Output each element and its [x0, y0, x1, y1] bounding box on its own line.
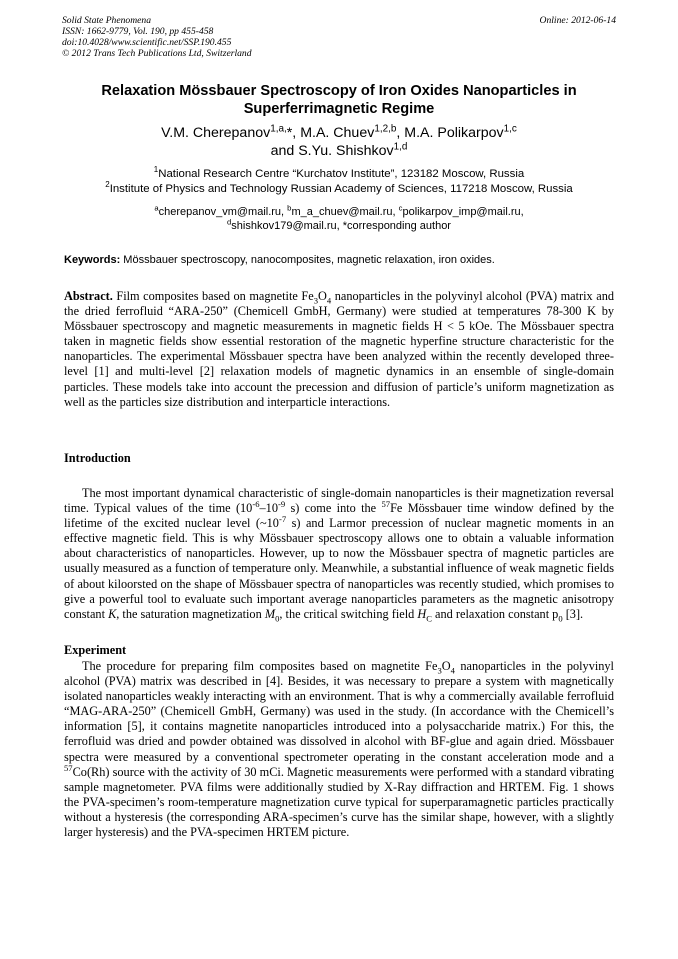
superscript: 57 — [381, 499, 391, 509]
email-sup: b — [287, 203, 292, 213]
intro-text: , the critical switching field — [279, 606, 418, 621]
paper-title: Relaxation Mössbauer Spectroscopy of Iron Oxides Nanoparticles in Superferrimagnetic Regime — [101, 83, 577, 117]
affiliation-1 — [40, 167, 638, 182]
author-sup: 1,a, — [270, 123, 287, 135]
abstract-text: Film composites based on magnetite Fe — [112, 289, 314, 303]
exp-text: nanoparticles in the polyvinyl alcohol (PVA) matrix was described in [4]. Besides, it was necessary to prepare a system with magnetically isolated nanoparticles weakly interacting with an environment. That is why a commercially available ferrofluid “MAG-ARA-250” (Chemicell GmbH, Germany) was used in the study. (In accordance with the Chemicell’s information [5], it contains magnetite nanoparticles introduced into a polysaccharide matrix.) For this, the ferrofluid was dried and powder obtained was dissolved in alcohol with BF-glue and again dried. Mössbauer spectra were measured by a conventional spectrometer operating in the constant acceleration mode and a — [64, 659, 614, 764]
keywords-label: Keywords: — [64, 254, 121, 266]
abstract-paragraph — [64, 289, 614, 410]
abstract-text: nanoparticles in the polyvinyl alcohol (PVA) matrix and the dried ferrofluid “ARA-250” (Chemicell GmbH, Germany) were studied at temperatures 78-300 K by Mössbauer spectroscopy and magnetic measurements in magnetic fields H < 5 kOe. The Mössbauer spectra taken in magnetic fields show essential restoration of the magnetic hyperfine structure characteristic for the nanoparticles. The experimental Mössbauer spectra have been analyzed within the recently developed three-level [1] and multi-level [2] relaxation models of magnetic dynamics in an ensemble of single-domain particles. These models take into account the precession and diffusion of particle’s uniform magnetization as well as the particles size distribution and interparticle interactions. — [64, 289, 614, 409]
superscript: -7 — [278, 514, 287, 525]
subscript: 3 — [313, 295, 318, 306]
author-cherepanov: V.M. Cherepanov — [161, 125, 271, 141]
exp-text: Co(Rh) source with the activity of 30 mCi. Magnetic measurements were performed with a standard vibrating sample magnetometer. PVA films were additionally studied by X-Ray diffraction and HRTEM. Fig. 1 shows the PVA-specimen’s room-temperature magnetization curve typical for superparamagnetic particles practically without a hysteresis (the corresponding ARA-specimen’s curve has the similar shape, however, with a slightly larger hysteresis) and the PVA-specimen HRTEM picture. — [64, 764, 614, 840]
intro-text: –10 — [259, 501, 278, 516]
email-chuev[interactable]: m_a_chuev@mail.ru, — [291, 206, 399, 218]
symbol-m: M — [264, 606, 276, 621]
intro-text: and relaxation constant p — [431, 606, 559, 621]
author-list: V.M. Cherepanov$^{1,a,}$*, M.A. Chuev$^{1,2,b}$, M.A. Polikarpov$^{1,c}$ and S.Yu. Shishkov$^{1,d}$ — [161, 123, 517, 159]
affiliation-2 — [40, 182, 638, 197]
affil-sup: 2 — [105, 180, 110, 190]
author-shishkov: and S.Yu. Shishkov — [270, 143, 394, 159]
abstract-text: O — [318, 289, 327, 303]
email-block — [64, 205, 614, 233]
email-sup: c — [398, 203, 403, 213]
affil-text: National Research Centre “Kurchatov Institute”, 123182 Moscow, Russia — [158, 168, 525, 180]
issn-line: ISSN: 1662-9779, Vol. 190, pp 455-458 — [62, 26, 214, 37]
email-sup: a — [154, 203, 159, 213]
symbol-k: K — [108, 606, 117, 621]
symbol-h: H — [417, 606, 427, 621]
superscript: 57 — [64, 762, 73, 773]
subscript: C — [426, 613, 432, 624]
author-chuev: M.A. Chuev — [300, 125, 375, 141]
author-sup: 1,d — [393, 141, 408, 153]
online-date: Online: 2012-06-14 — [539, 15, 616, 26]
intro-text: [3]. — [562, 606, 584, 621]
affil-text: Institute of Physics and Technology Russian Academy of Sciences, 117218 Moscow, Russia — [109, 183, 573, 195]
subscript: 4 — [326, 295, 332, 306]
journal-header — [62, 15, 252, 59]
email-polikarpov[interactable]: polikarpov_imp@mail.ru, — [402, 206, 524, 218]
subscript: 0 — [558, 613, 563, 624]
email-sup: d — [227, 217, 232, 227]
experiment-paragraph — [64, 659, 614, 840]
author-sup: 1,2,b — [374, 123, 397, 135]
subscript: 0 — [275, 613, 280, 624]
introduction-paragraph — [64, 486, 614, 622]
intro-text: s) and Larmor precession of nuclear magnetic moments in an effective magnetic field. This is why Mössbauer spectroscopy allows one to obtain a valuable information about characteristics of nanoparticles. However, up to now the Mössbauer spectra of magnetic particles are usually measured as a function of temperature only. Meanwhile, a substantial influence of weak magnetic fields of about kiloorsted on the shape of Mössbauer spectra of nanoparticles was recently studied, which promises to give a powerful tool to evaluate such important average nanoparticles parameters as the magnetic anisotropy constant — [64, 516, 614, 621]
exp-text: The procedure for preparing film composites based on magnetite Fe — [82, 659, 438, 673]
keywords — [64, 253, 616, 267]
affil-sup: 1 — [153, 165, 159, 175]
subscript: 4 — [450, 665, 455, 676]
author-polikarpov: M.A. Polikarpov — [404, 125, 504, 141]
intro-text: The most important dynamical characteristic of single-domain nanoparticles is their magnetization reversal time. Typical values of the time (10 — [64, 486, 614, 516]
superscript: -9 — [277, 499, 286, 509]
abstract-label: Abstract. — [64, 289, 113, 303]
email-shishkov[interactable]: shishkov179@mail.ru, *corresponding author — [231, 220, 451, 232]
intro-text: , the saturation magnetization — [116, 606, 265, 621]
intro-text: s) come into the — [285, 501, 382, 516]
subscript: 3 — [437, 665, 442, 676]
author-star: * — [286, 125, 293, 141]
introduction-heading: Introduction — [64, 451, 131, 465]
doi-line: doi:10.4028/www.scientific.net/SSP.190.455 — [62, 37, 232, 48]
journal-name: Solid State Phenomena — [62, 15, 151, 26]
intro-text: Fe Mössbauer time window defined by the lifetime of the excited nuclear level (~10 — [64, 501, 615, 531]
exp-text: O — [441, 659, 451, 673]
superscript: -6 — [252, 499, 260, 509]
email-cherepanov[interactable]: cherepanov_vm@mail.ru, — [158, 206, 288, 218]
keywords-text: Mössbauer spectroscopy, nanocomposites, magnetic relaxation, iron oxides. — [120, 254, 495, 266]
experiment-heading: Experiment — [64, 643, 127, 657]
author-sup: 1,c — [503, 123, 517, 135]
copyright-line: © 2012 Trans Tech Publications Ltd, Switzerland — [62, 48, 252, 59]
